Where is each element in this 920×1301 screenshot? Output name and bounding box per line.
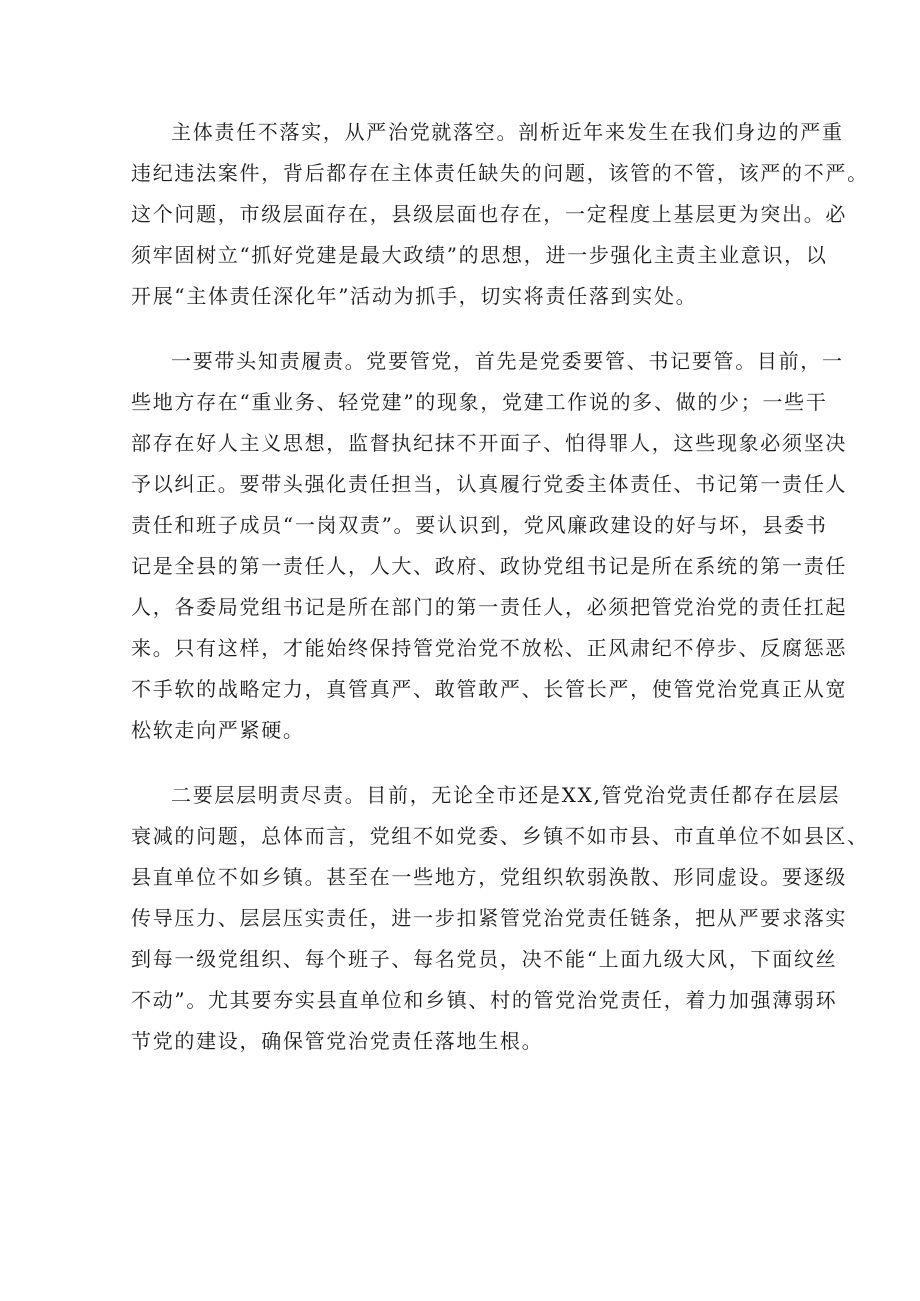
- text-line: 衰减的问题，总体而言，党组不如党委、乡镇不如市县、市直单位不如县区、: [131, 824, 869, 848]
- text-line: 松软走向严紧硬。: [131, 718, 305, 742]
- text-line: 不动”。尤其要夯实县直单位和乡镇、村的管党治党责任，着力加强薄弱环: [131, 988, 838, 1012]
- text-line: 到每一级党组织、每个班子、每名党员，决不能“上面九级大风，下面纹丝: [131, 947, 838, 971]
- paragraph-lead-by-example: [131, 341, 848, 751]
- paragraph-main-responsibility: [131, 112, 869, 317]
- document-body: [131, 112, 869, 1086]
- text-line: 部存在好人主义思想，监督执纪抹不开面子、怕得罪人，这些现象必须坚决: [131, 431, 848, 455]
- text-line: 须牢固树立“抓好党建是最大政绩”的思想，进一步强化主责主业意识，以: [131, 243, 828, 267]
- text-line: 一要带头知责履责。党要管党，首先是党委要管、书记要管。目前，一: [171, 349, 844, 373]
- text-line: 传导压力、层层压实责任，进一步扣紧管党治党责任链条，把从严要求落实: [131, 906, 848, 930]
- text-line: 开展“主体责任深化年”活动为抓手，切实将责任落到实处。: [131, 284, 698, 308]
- paragraph-layered-responsibility: [131, 775, 869, 1062]
- text-line: 主体责任不落实，从严治党就落空。剖析近年来发生在我们身边的严重: [171, 120, 844, 144]
- text-line: 这个问题，市级层面存在，县级层面也存在，一定程度上基层更为突出。必: [131, 202, 848, 226]
- text-line: 县直单位不如乡镇。甚至在一些地方，党组织软弱涣散、形同虚设。要逐级: [131, 865, 848, 889]
- text-line: 节党的建设，确保管党治党责任落地生根。: [131, 1029, 544, 1053]
- text-line: 来。只有这样，才能始终保持管党治党不放松、正风肃纪不停步、反腐惩恶: [131, 636, 848, 660]
- text-line: 不手软的战略定力，真管真严、敢管敢严、长管长严，使管党治党真正从宽: [131, 677, 848, 701]
- text-line: 责任和班子成员“一岗双责”。要认识到，党风廉政建设的好与坏，县委书: [131, 513, 828, 537]
- text-line: 违纪违法案件，背后都存在主体责任缺失的问题，该管的不管，该严的不严。: [131, 161, 869, 185]
- text-line: 二要层层明责尽责。目前，无论全市还是XX,管党治党责任都存在层层: [171, 783, 841, 807]
- text-line: 记是全县的第一责任人，人大、政府、政协党组书记是所在系统的第一责任: [131, 554, 848, 578]
- text-line: 人，各委局党组书记是所在部门的第一责任人，必须把管党治党的责任扛起: [131, 595, 848, 619]
- text-line: 予以纠正。要带头强化责任担当，认真履行党委主体责任、书记第一责任人: [131, 472, 848, 496]
- text-line: 些地方存在“重业务、轻党建”的现象，党建工作说的多、做的少；一些干: [131, 390, 828, 414]
